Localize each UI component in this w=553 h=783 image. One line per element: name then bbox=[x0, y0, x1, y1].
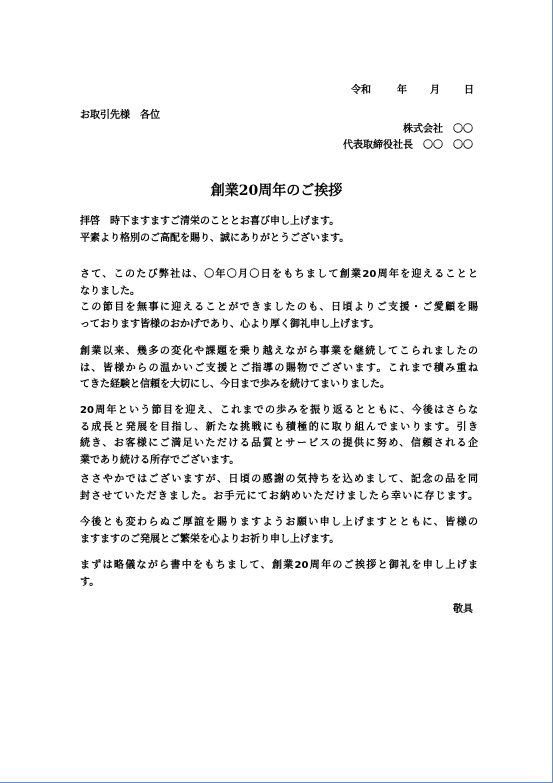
page-title: 創業20周年のご挨拶 bbox=[210, 183, 343, 199]
date-day: 日 bbox=[464, 85, 474, 96]
paragraph-line: 平素より格別のご高配を賜り、誠にありがとうございます。 bbox=[80, 232, 350, 244]
paragraph-line: ますますのご発展とご繁栄を心よりお祈り申し上げます。 bbox=[80, 533, 340, 545]
paragraph-wishes bbox=[80, 515, 478, 548]
sender-representative: 代表取締役社長 〇〇 〇〇 bbox=[343, 140, 473, 151]
date-month: 月 bbox=[430, 85, 440, 96]
paragraph-line: 続き、お客様にご満足いただける品質とサービスの提供に努め、信頼される企 bbox=[80, 438, 478, 449]
paragraph-line: ささやかではございますが、日頃の感謝の気持ちを込めまして、記念の品を同 bbox=[80, 474, 478, 485]
paragraph-line: てきた経験と信頼を大切にし、今日まで歩みを続けてまいりました。 bbox=[80, 379, 390, 390]
paragraph-history bbox=[80, 344, 478, 394]
paragraph-greeting bbox=[80, 214, 478, 247]
paragraph-line: る成長と発展を目指し、新たな挑戦にも積極的に取り組んでまいります。引き bbox=[80, 421, 478, 433]
date-year: 年 bbox=[397, 85, 407, 96]
paragraph-line: なりました。 bbox=[80, 285, 140, 297]
paragraph-line: 創業以来、幾多の変化や課題を乗り越えながら事業を継続してこられましたの bbox=[80, 346, 478, 357]
recipient: お取引先様 各位 bbox=[80, 110, 160, 121]
paragraph-line: は、皆様からの温かいご支援とご指導の賜物でございます。これまで積み重ね bbox=[80, 362, 478, 374]
paragraph-line: っております皆様のおかげであり、心より厚く御礼申し上げます。 bbox=[80, 318, 380, 330]
paragraph-line: まずは略儀ながら書中をもちまして、創業20周年のご挨拶と御礼を申し上げま bbox=[80, 560, 478, 571]
paragraph-conclusion bbox=[80, 558, 478, 591]
paragraph-line: 拝啓 時下ますますご清栄のこととお喜び申し上げます。 bbox=[80, 216, 340, 227]
paragraph-line: 今後とも変わらぬご厚誼を賜りますようお願い申し上げますとともに、皆様の bbox=[80, 517, 478, 528]
paragraph-line: この節目を無事に迎えることができましたのも、日頃よりご支援・ご愛顧を賜 bbox=[80, 302, 478, 313]
paragraph-future bbox=[80, 403, 478, 469]
paragraph-line: 20周年という節目を迎え、これまでの歩みを振り返るとともに、今後はさらな bbox=[80, 405, 478, 416]
closing: 敬具 bbox=[453, 604, 473, 615]
sender-company: 株式会社 〇〇 bbox=[403, 124, 473, 135]
paragraph-line: さて、このたび弊社は、〇年〇月〇日をもちまして創業20周年を迎えることと bbox=[80, 269, 478, 280]
paragraph-line: す。 bbox=[80, 576, 100, 588]
date-era: 令和 bbox=[351, 85, 371, 96]
paragraph-line: 封させていただきました。お手元にてお納めいただけましたら幸いに存じます。 bbox=[80, 490, 478, 502]
paragraph-line: 業であり続ける所存でございます。 bbox=[80, 454, 240, 466]
paragraph-gift bbox=[80, 472, 478, 505]
paragraph-anniversary bbox=[80, 267, 478, 333]
